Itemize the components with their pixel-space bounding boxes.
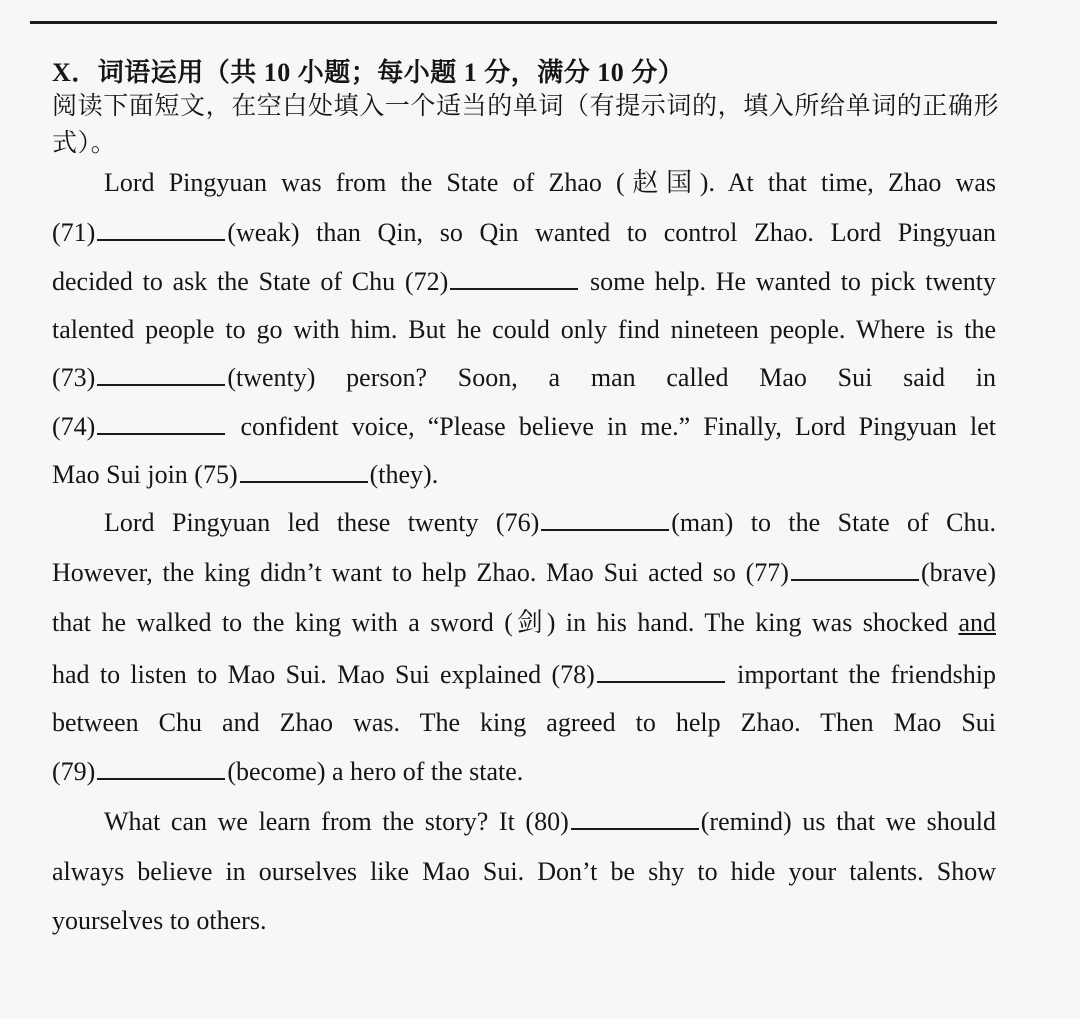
answer-blank-73[interactable] xyxy=(97,362,225,386)
passage-line-q77 xyxy=(52,556,996,590)
passage-text: had to listen to Mao Sui. Mao Sui explained (78) xyxy=(52,660,595,689)
passage-line-q78 xyxy=(52,658,996,692)
passage-text: However, the king didn’t want to help Zhao. Mao Sui acted so (77) xyxy=(52,558,789,587)
passage-text: some help. He wanted to pick twenty xyxy=(590,267,996,296)
question-number: (79) xyxy=(52,757,96,786)
answer-blank-78[interactable] xyxy=(597,659,725,683)
answer-blank-74[interactable] xyxy=(97,411,225,435)
passage-text: (twenty) person? Soon, a man called Mao Sui said in xyxy=(227,363,996,392)
passage-line-q71 xyxy=(52,216,996,250)
top-rule xyxy=(30,21,997,24)
section-heading: X．词语运用（共 10 小题；每小题 1 分，满分 10 分） xyxy=(52,58,685,87)
passage-line-q73 xyxy=(52,361,996,395)
passage-line: between Chu and Zhao was. The king agreed to help Zhao. Then Mao Sui xyxy=(52,708,996,737)
answer-blank-77[interactable] xyxy=(791,557,919,581)
passage-text: decided to ask the State of Chu (72) xyxy=(52,267,449,296)
answer-blank-72[interactable] xyxy=(450,266,578,290)
question-number: (73) xyxy=(52,363,96,392)
answer-blank-76[interactable] xyxy=(541,507,669,531)
passage-text: (weak) than Qin, so Qin wanted to control Zhao. Lord Pingyuan xyxy=(227,218,996,247)
passage-text: important the friendship xyxy=(737,660,997,689)
passage-line-q72 xyxy=(52,265,996,299)
passage-text: confident voice, “Please believe in me.” Finally, Lord Pingyuan let xyxy=(240,412,996,441)
passage-text: that he walked to the king with a sword (剑) in his hand. The king was shocked xyxy=(52,608,948,637)
answer-blank-80[interactable] xyxy=(571,806,699,830)
passage-text: (become) a hero of the state. xyxy=(227,757,524,786)
passage-text: (brave) xyxy=(920,558,996,587)
answer-blank-75[interactable] xyxy=(240,459,368,483)
answer-blank-79[interactable] xyxy=(97,756,225,780)
question-number: (74) xyxy=(52,412,96,441)
passage-line: talented people to go with him. But he could only find nineteen people. Where is the xyxy=(52,315,996,344)
passage-line xyxy=(52,606,996,640)
passage-text: (they). xyxy=(369,460,439,489)
passage-text: (remind) us that we should xyxy=(700,807,996,836)
underlined-word: and xyxy=(958,608,996,637)
passage-line-q74 xyxy=(52,410,996,444)
passage-text: What can we learn from the story? It (80) xyxy=(104,807,569,836)
question-number: (71) xyxy=(52,218,96,247)
passage-line: Lord Pingyuan was from the State of Zhao (赵国). At that time, Zhao was xyxy=(104,168,996,197)
answer-blank-71[interactable] xyxy=(97,217,225,241)
passage-line-q76 xyxy=(52,506,996,540)
passage-line: yourselves to others. xyxy=(52,906,267,935)
passage-line-q75 xyxy=(52,458,996,492)
passage-line-q80 xyxy=(52,805,996,839)
passage-line-q79 xyxy=(52,755,996,789)
instructions: 阅读下面短文，在空白处填入一个适当的单词（有提示词的，填入所给单词的正确形式）。 xyxy=(52,93,1000,157)
passage-text: (man) to the State of Chu. xyxy=(671,508,996,537)
passage-text: Mao Sui join (75) xyxy=(52,460,238,489)
passage-text: Lord Pingyuan led these twenty (76) xyxy=(104,508,540,537)
passage-line: always believe in ourselves like Mao Sui. Don’t be shy to hide your talents. Show xyxy=(52,857,996,886)
